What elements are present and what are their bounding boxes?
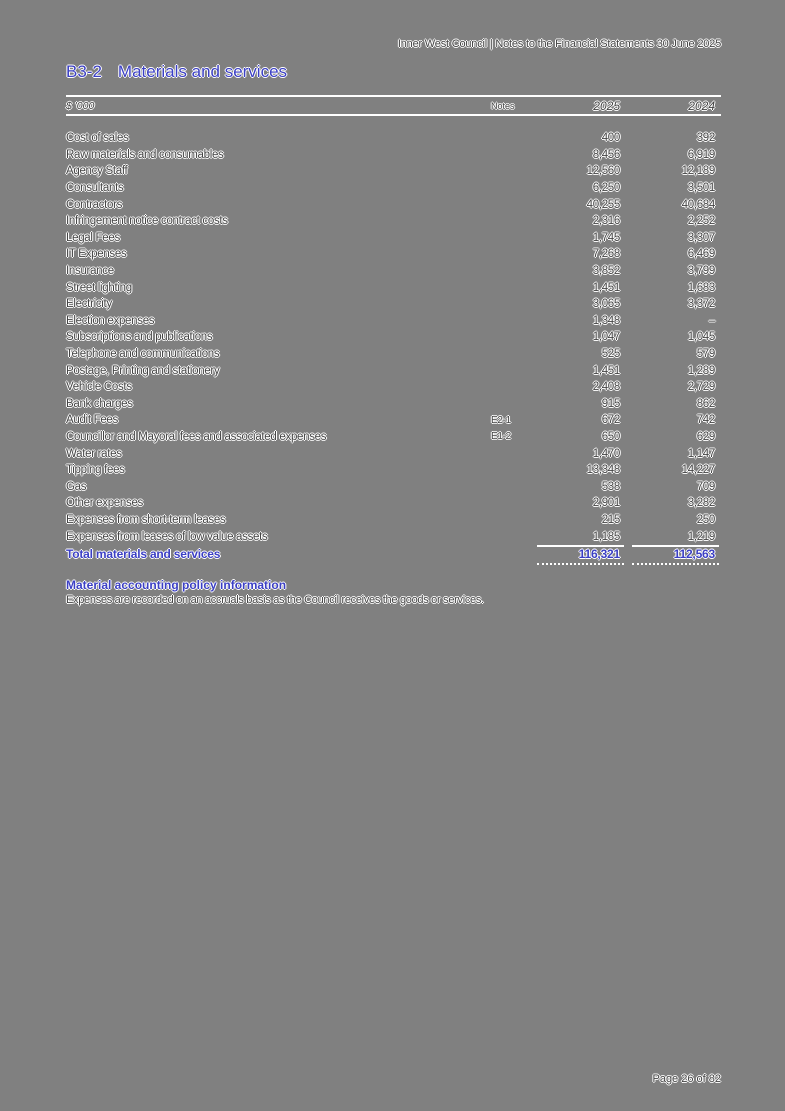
row-value-2024: – <box>708 314 715 327</box>
row-value-2024: 1,147 <box>687 447 715 460</box>
row-value-2025: 13,348 <box>586 464 620 477</box>
accounting-policy-section <box>66 578 726 606</box>
row-value-2025: 12,560 <box>586 165 620 178</box>
row-value-2024: 1,219 <box>687 530 715 543</box>
page-number: Page 26 of 82 <box>652 1073 721 1085</box>
row-value-2025: 3,852 <box>592 265 620 278</box>
table-row <box>66 263 721 280</box>
row-value-2024: 3,282 <box>687 497 715 510</box>
row-value-2024: 392 <box>696 132 715 145</box>
row-value-2024: 1,045 <box>687 331 715 344</box>
table-row <box>66 495 721 512</box>
total-value-2024: 112,563 <box>626 547 721 561</box>
row-value-2025: 538 <box>601 480 620 493</box>
column-header-2024: 2024 <box>688 98 715 113</box>
table-row <box>66 412 721 429</box>
row-value-2024: 579 <box>696 348 715 361</box>
section-title <box>66 62 287 82</box>
row-label: Infringement notice contract costs <box>66 215 228 228</box>
row-value-2024: 12,189 <box>681 165 715 178</box>
row-value-2025: 1,451 <box>592 281 620 294</box>
row-label: Raw materials and consumables <box>66 148 224 161</box>
table-row <box>66 180 721 197</box>
row-label: Councillor and Mayoral fees and associated expenses <box>66 430 327 443</box>
table-row <box>66 396 721 413</box>
table-row <box>66 346 721 363</box>
row-value-2024: 3,501 <box>687 182 715 195</box>
table-row <box>66 445 721 462</box>
table-row <box>66 462 721 479</box>
row-label: Postage, Printing and stationery <box>66 364 220 377</box>
row-value-2025: 8,456 <box>592 148 620 161</box>
table-row <box>66 246 721 263</box>
row-label: Expenses from leases of low value assets <box>66 530 268 543</box>
row-label: IT Expenses <box>66 248 127 261</box>
row-value-2025: 215 <box>601 513 620 526</box>
table-row <box>66 429 721 446</box>
row-label: Street lighting <box>66 281 132 294</box>
row-label: Water rates <box>66 447 122 460</box>
row-value-2025: 3,065 <box>592 298 620 311</box>
row-value-2025: 2,316 <box>592 215 620 228</box>
section-heading: Materials and services <box>117 62 288 81</box>
row-value-2024: 2,729 <box>687 381 715 394</box>
row-value-2024: 742 <box>696 414 715 427</box>
note-reference-link[interactable]: E1-2 <box>491 431 511 443</box>
row-value-2024: 629 <box>696 430 715 443</box>
row-label: Subscriptions and publications <box>66 331 213 344</box>
row-label: Audit Fees <box>66 414 118 427</box>
materials-services-table <box>66 95 721 563</box>
column-header-units: $ '000 <box>66 99 95 112</box>
row-value-2024: 1,683 <box>687 281 715 294</box>
row-value-2024: 6,469 <box>687 248 715 261</box>
row-value-2024: 3,799 <box>687 265 715 278</box>
row-value-2024: 250 <box>696 513 715 526</box>
row-value-2024: 6,919 <box>687 148 715 161</box>
row-value-2024: 14,227 <box>681 464 715 477</box>
row-value-2025: 6,250 <box>592 182 620 195</box>
row-label: Agency Staff <box>66 165 128 178</box>
row-value-2025: 915 <box>601 397 620 410</box>
row-value-2024: 40,684 <box>681 198 715 211</box>
row-label: Contractors <box>66 198 123 211</box>
row-label: Electricity <box>66 298 112 311</box>
row-value-2025: 1,348 <box>592 314 620 327</box>
row-value-2025: 2,901 <box>592 497 620 510</box>
policy-body: Expenses are recorded on an accruals basis as the Council receives the goods or services. <box>66 594 484 606</box>
table-row <box>66 130 721 147</box>
column-header-notes: Notes <box>491 100 515 111</box>
row-value-2025: 40,255 <box>586 198 620 211</box>
table-row <box>66 313 721 330</box>
row-label: Cost of sales <box>66 132 129 145</box>
total-value-2025: 116,321 <box>531 547 626 561</box>
row-value-2025: 1,185 <box>592 530 620 543</box>
row-value-2024: 1,289 <box>687 364 715 377</box>
table-row <box>66 296 721 313</box>
row-value-2025: 650 <box>601 430 620 443</box>
total-row <box>66 545 721 563</box>
table-row <box>66 230 721 247</box>
row-value-2024: 3,307 <box>687 231 715 244</box>
policy-title: Material accounting policy information <box>66 578 287 592</box>
row-label: Gas <box>66 480 87 493</box>
table-header-row <box>66 97 721 116</box>
total-label: Total materials and services <box>66 546 221 561</box>
row-value-2025: 2,408 <box>592 381 620 394</box>
running-header: Inner West Council | Notes to the Financial Statements 30 June 2025 <box>397 38 721 50</box>
row-value-2025: 400 <box>601 132 620 145</box>
table-row <box>66 379 721 396</box>
table-row <box>66 163 721 180</box>
row-value-2025: 1,745 <box>592 231 620 244</box>
row-value-2025: 1,451 <box>592 364 620 377</box>
row-label: Election expenses <box>66 314 155 327</box>
row-label: Telephone and communications <box>66 348 220 361</box>
row-label: Vehicle Costs <box>66 381 132 394</box>
row-value-2024: 3,372 <box>687 298 715 311</box>
column-header-2025: 2025 <box>593 98 620 113</box>
row-label: Expenses from short-term leases <box>66 513 226 526</box>
row-label: Legal Fees <box>66 231 120 244</box>
table-row <box>66 279 721 296</box>
section-number: B3-2 <box>66 62 102 81</box>
row-value-2024: 2,252 <box>687 215 715 228</box>
row-value-2025: 7,268 <box>592 248 620 261</box>
row-label: Insurance <box>66 265 114 278</box>
table-row <box>66 329 721 346</box>
table-row <box>66 196 721 213</box>
row-label: Consultants <box>66 182 124 195</box>
row-value-2025: 525 <box>601 348 620 361</box>
row-value-2025: 672 <box>601 414 620 427</box>
note-reference-link[interactable]: E2-1 <box>491 414 511 426</box>
table-row <box>66 512 721 529</box>
row-label: Tipping fees <box>66 464 125 477</box>
table-row <box>66 213 721 230</box>
row-value-2024: 709 <box>696 480 715 493</box>
table-body <box>66 130 721 563</box>
table-row <box>66 362 721 379</box>
row-value-2025: 1,470 <box>592 447 620 460</box>
table-row <box>66 147 721 164</box>
table-row <box>66 478 721 495</box>
row-value-2025: 1,047 <box>592 331 620 344</box>
row-label: Bank charges <box>66 397 133 410</box>
row-value-2024: 862 <box>696 397 715 410</box>
table-row <box>66 528 721 545</box>
row-label: Other expenses <box>66 497 143 510</box>
